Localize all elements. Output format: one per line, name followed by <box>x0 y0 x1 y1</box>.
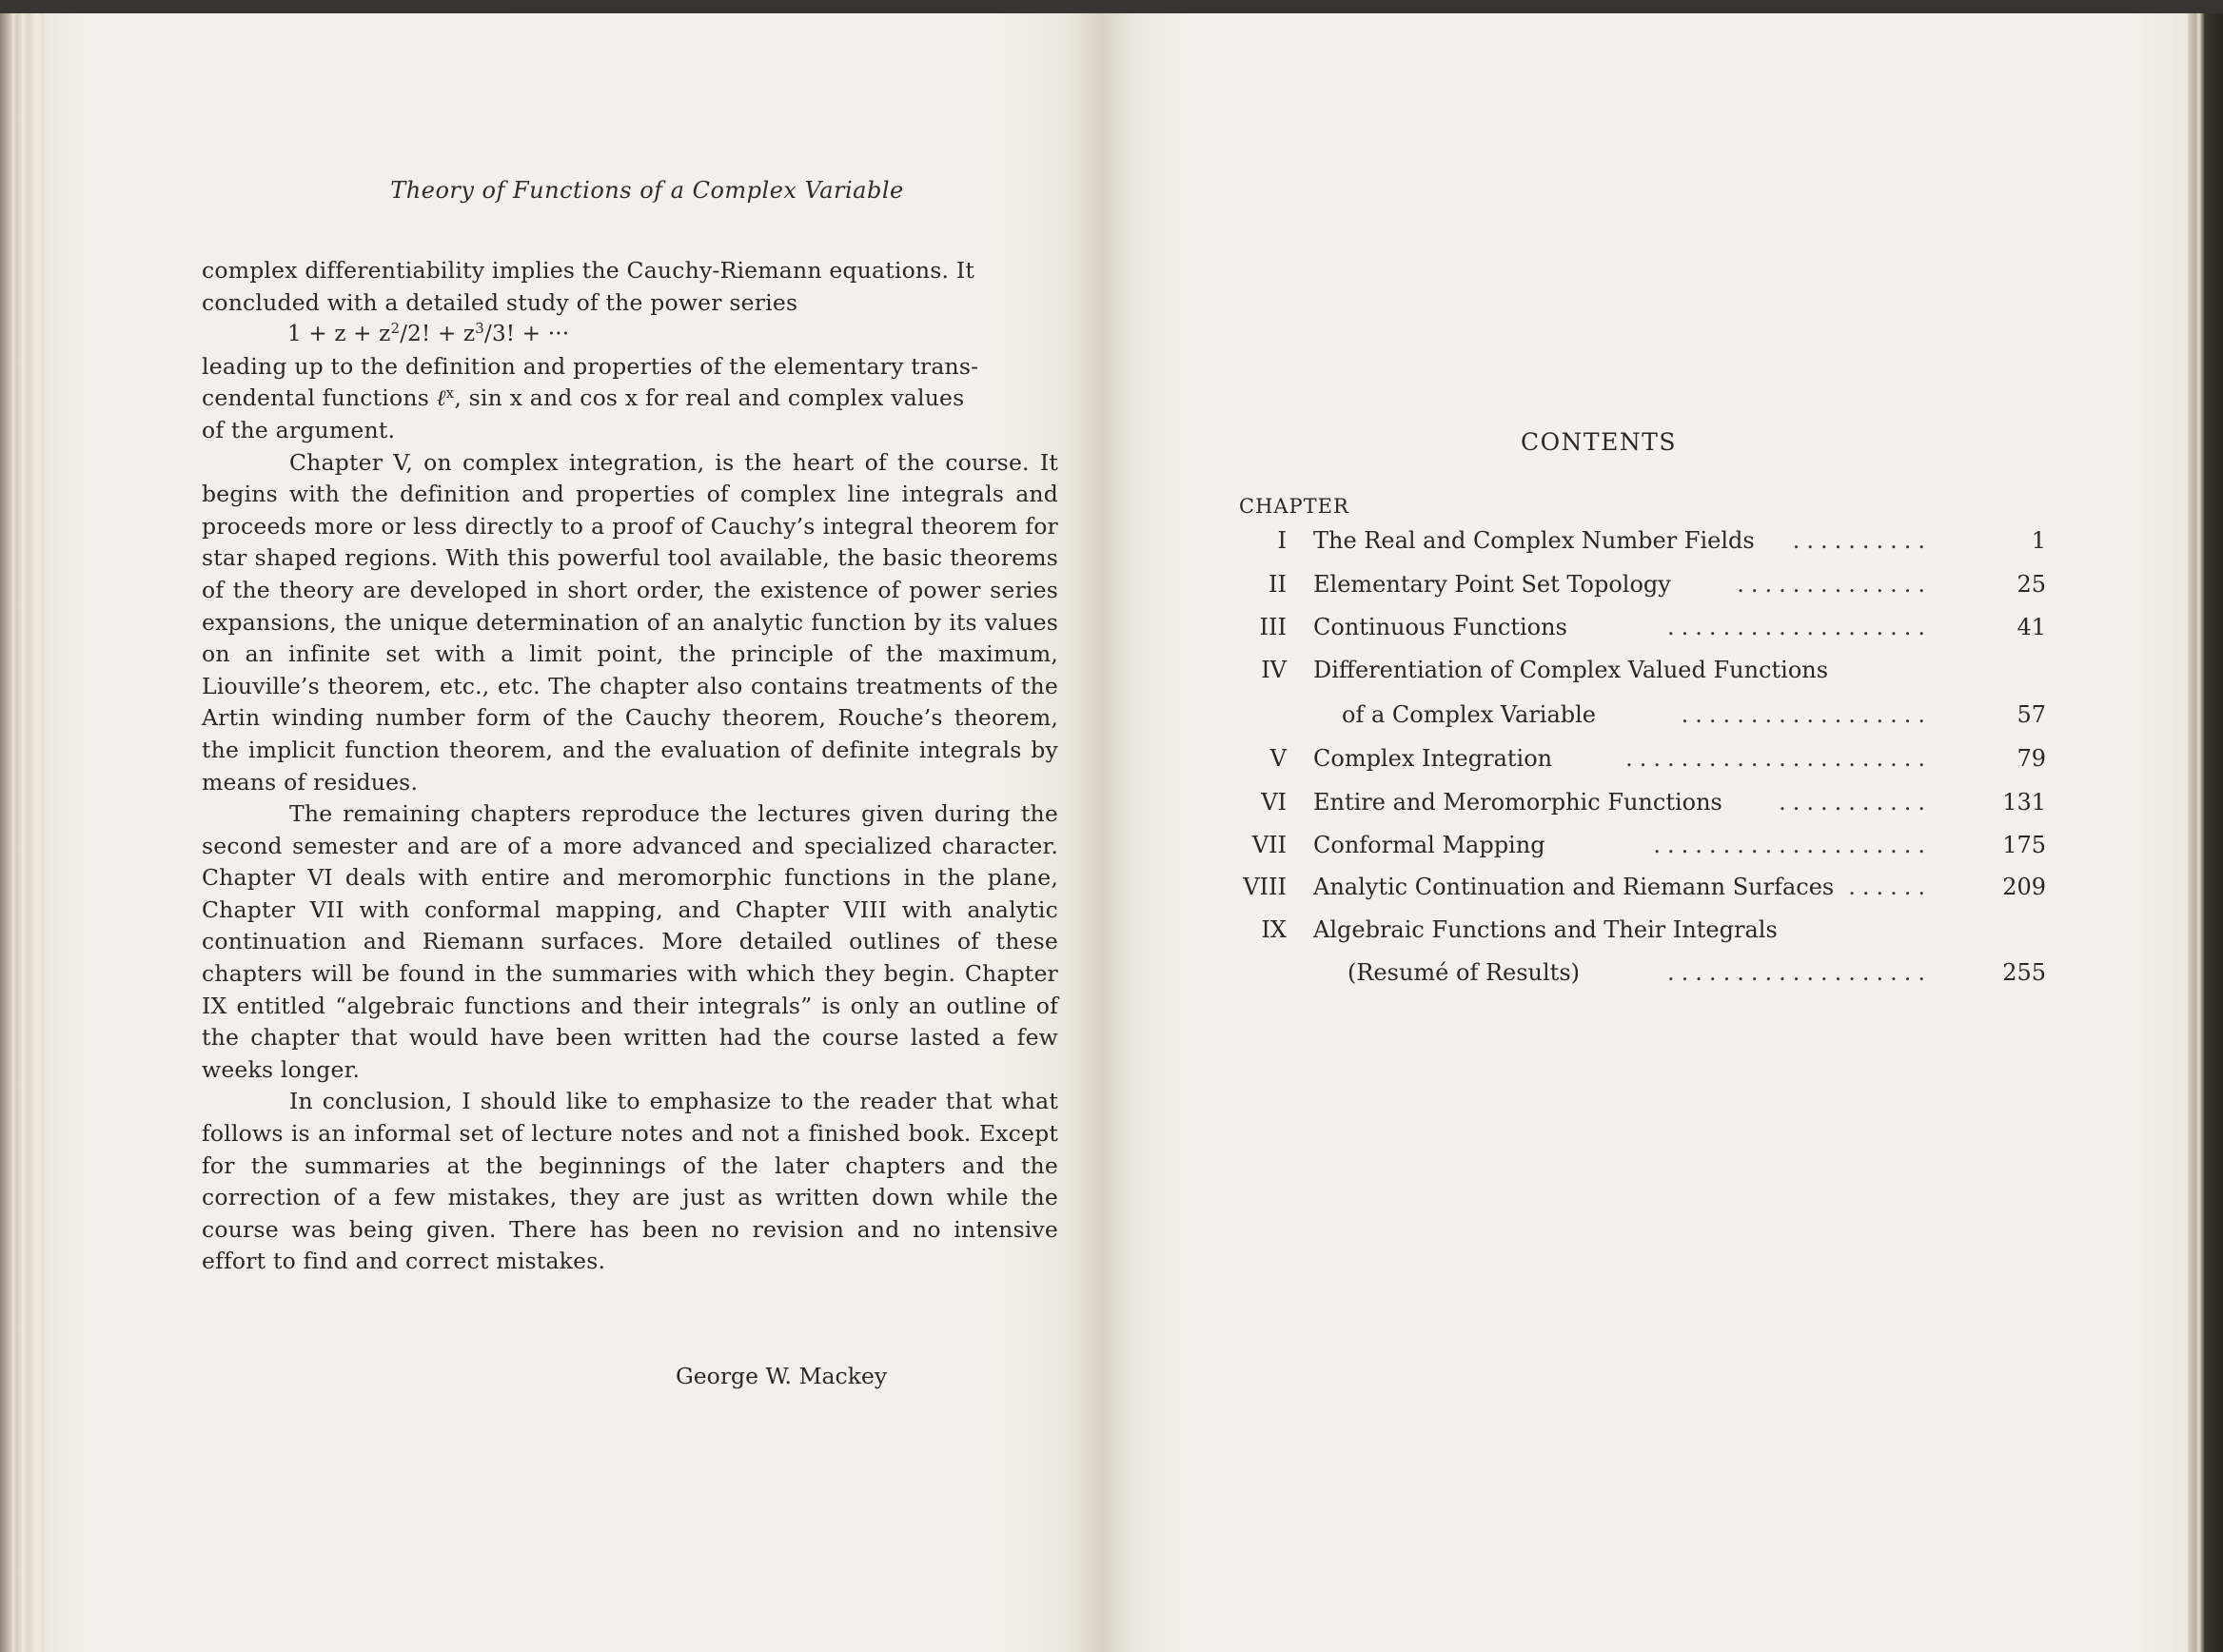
paragraph-conclusion: In conclusion, I should like to emphasize to the reader that what follows is an informal set of lecture notes and not a finished book. Except for the summaries at the beginnings of the later chapters and the correction of a few mistakes, they are just as written down while the course was being given. There has been no revision and no intensive effort to find and correct mistakes. <box>202 1088 1058 1275</box>
toc-entry <box>1228 789 2046 821</box>
toc-chapter-number: V <box>1269 745 1287 772</box>
toc-leader-dots: .............. <box>1737 571 1932 598</box>
toc-entry <box>1228 916 2046 949</box>
toc-page-number: 57 <box>2016 701 2046 728</box>
toc-page-number: 131 <box>2002 789 2046 816</box>
toc-page-number: 41 <box>2016 614 2046 640</box>
toc-entry <box>1228 959 2046 992</box>
toc-leader-dots: ................... <box>1667 959 1932 986</box>
toc-chapter-number: VIII <box>1243 874 1287 900</box>
preface-body <box>202 255 1058 1278</box>
toc-leader-dots: ................... <box>1667 614 1932 640</box>
toc-chapter-title: Continuous Functions <box>1313 614 1567 640</box>
toc-chapter-number: VII <box>1251 832 1287 858</box>
toc-chapter-title: Elementary Point Set Topology <box>1313 571 1671 598</box>
toc-chapter-number: IX <box>1261 916 1287 943</box>
toc-chapter-title: Complex Integration <box>1313 745 1553 772</box>
chapter-column-label: CHAPTER <box>1239 495 1349 518</box>
toc-chapter-title: of a Complex Variable <box>1342 701 1597 728</box>
page-stack-edge <box>0 13 44 1652</box>
author-signature: George W. Mackey <box>676 1363 888 1389</box>
toc-chapter-title: Analytic Continuation and Riemann Surfaces <box>1313 874 1835 900</box>
power-series-formula: $1 + z + z^2/2$! + $z^3/3$! + ··· <box>287 320 570 347</box>
toc-entry <box>1228 745 2046 777</box>
toc-page-number: 25 <box>2016 571 2046 598</box>
toc-leader-dots: .......... <box>1792 527 1932 554</box>
contents-title: CONTENTS <box>1520 428 1678 456</box>
toc-leader-dots: ...................... <box>1625 745 1932 772</box>
toc-entry <box>1228 832 2046 864</box>
toc-entry <box>1228 614 2046 646</box>
toc-entry <box>1228 657 2046 689</box>
paragraph-chapter-v: Chapter V, on complex integration, is the heart of the course. It begins with the definition and properties of complex line integrals and proceeds more or less directly to a proof of Cauchy’s integral theorem for star shaped regions. With this powerful tool available, the basic theorems of the theory are developed in short order, the existence of power series expansions, the unique determination of an analytic function by its values on an infinite set with a limit point, the principle of the maximum, Liouville’s theorem, etc., etc. The chapter also contains treatments of the Artin winding number form of the Cauchy theorem, Rouche’s theorem, the implicit function theorem, and the evaluation of definite integrals by means of residues. <box>202 448 1058 796</box>
toc-leader-dots: .................... <box>1653 832 1932 858</box>
toc-chapter-number: IV <box>1261 657 1287 683</box>
toc-chapter-title: Differentiation of Complex Valued Functions <box>1313 657 1829 683</box>
toc-page-number: 175 <box>2002 832 2046 858</box>
toc-entry <box>1228 701 2046 734</box>
toc-entry <box>1228 527 2046 560</box>
text-line: complex differentiability implies the Cauchy-Riemann equations. It <box>202 257 974 284</box>
paragraph-remaining-chapters: The remaining chapters reproduce the lectures given during the second semester and are of a more advanced and specialized character. Chapter VI deals with entire and meromorphic functions in the plane, Chapter VII with conformal mapping, and Chapter VIII with analytic continuation and Riemann surfaces. More detailed outlines of these chapters will be found in the summaries with which they begin. Chapter IX entitled “algebraic functions and their integrals” is only an outline of the chapter that would have been written had the course lasted a few weeks longer. <box>202 800 1058 1083</box>
toc-page-number: 79 <box>2016 745 2046 772</box>
toc-entry <box>1228 874 2046 906</box>
toc-chapter-title: The Real and Complex Number Fields <box>1313 527 1755 554</box>
text-line: leading up to the definition and properties of the elementary trans- <box>202 352 979 380</box>
toc-chapter-number: III <box>1259 614 1287 640</box>
book-right-edge <box>2188 13 2223 1652</box>
toc-chapter-title: Entire and Meromorphic Functions <box>1313 789 1722 816</box>
toc-chapter-title: Algebraic Functions and Their Integrals <box>1313 916 1778 943</box>
toc-leader-dots: ...... <box>1848 874 1932 900</box>
toc-leader-dots: ........... <box>1779 789 1932 816</box>
toc-page-number: 1 <box>2031 527 2046 554</box>
toc-chapter-number: II <box>1269 571 1287 598</box>
toc-chapter-number: VI <box>1261 789 1287 816</box>
running-head: Theory of Functions of a Complex Variable <box>390 177 904 204</box>
toc-chapter-title: (Resumé of Results) <box>1348 959 1581 986</box>
toc-page-number: 209 <box>2002 874 2046 900</box>
text-line: of the argument. <box>202 416 396 443</box>
toc-leader-dots: .................. <box>1681 701 1932 728</box>
toc-entry <box>1228 571 2046 603</box>
toc-chapter-number: I <box>1277 527 1287 554</box>
toc-chapter-title: Conformal Mapping <box>1313 832 1545 858</box>
toc-page-number: 255 <box>2002 959 2046 986</box>
text-line: cendental functions ℓ$^x$, sin x and cos x for real and complex values <box>202 384 965 412</box>
text-line: concluded with a detailed study of the power series <box>202 288 798 316</box>
